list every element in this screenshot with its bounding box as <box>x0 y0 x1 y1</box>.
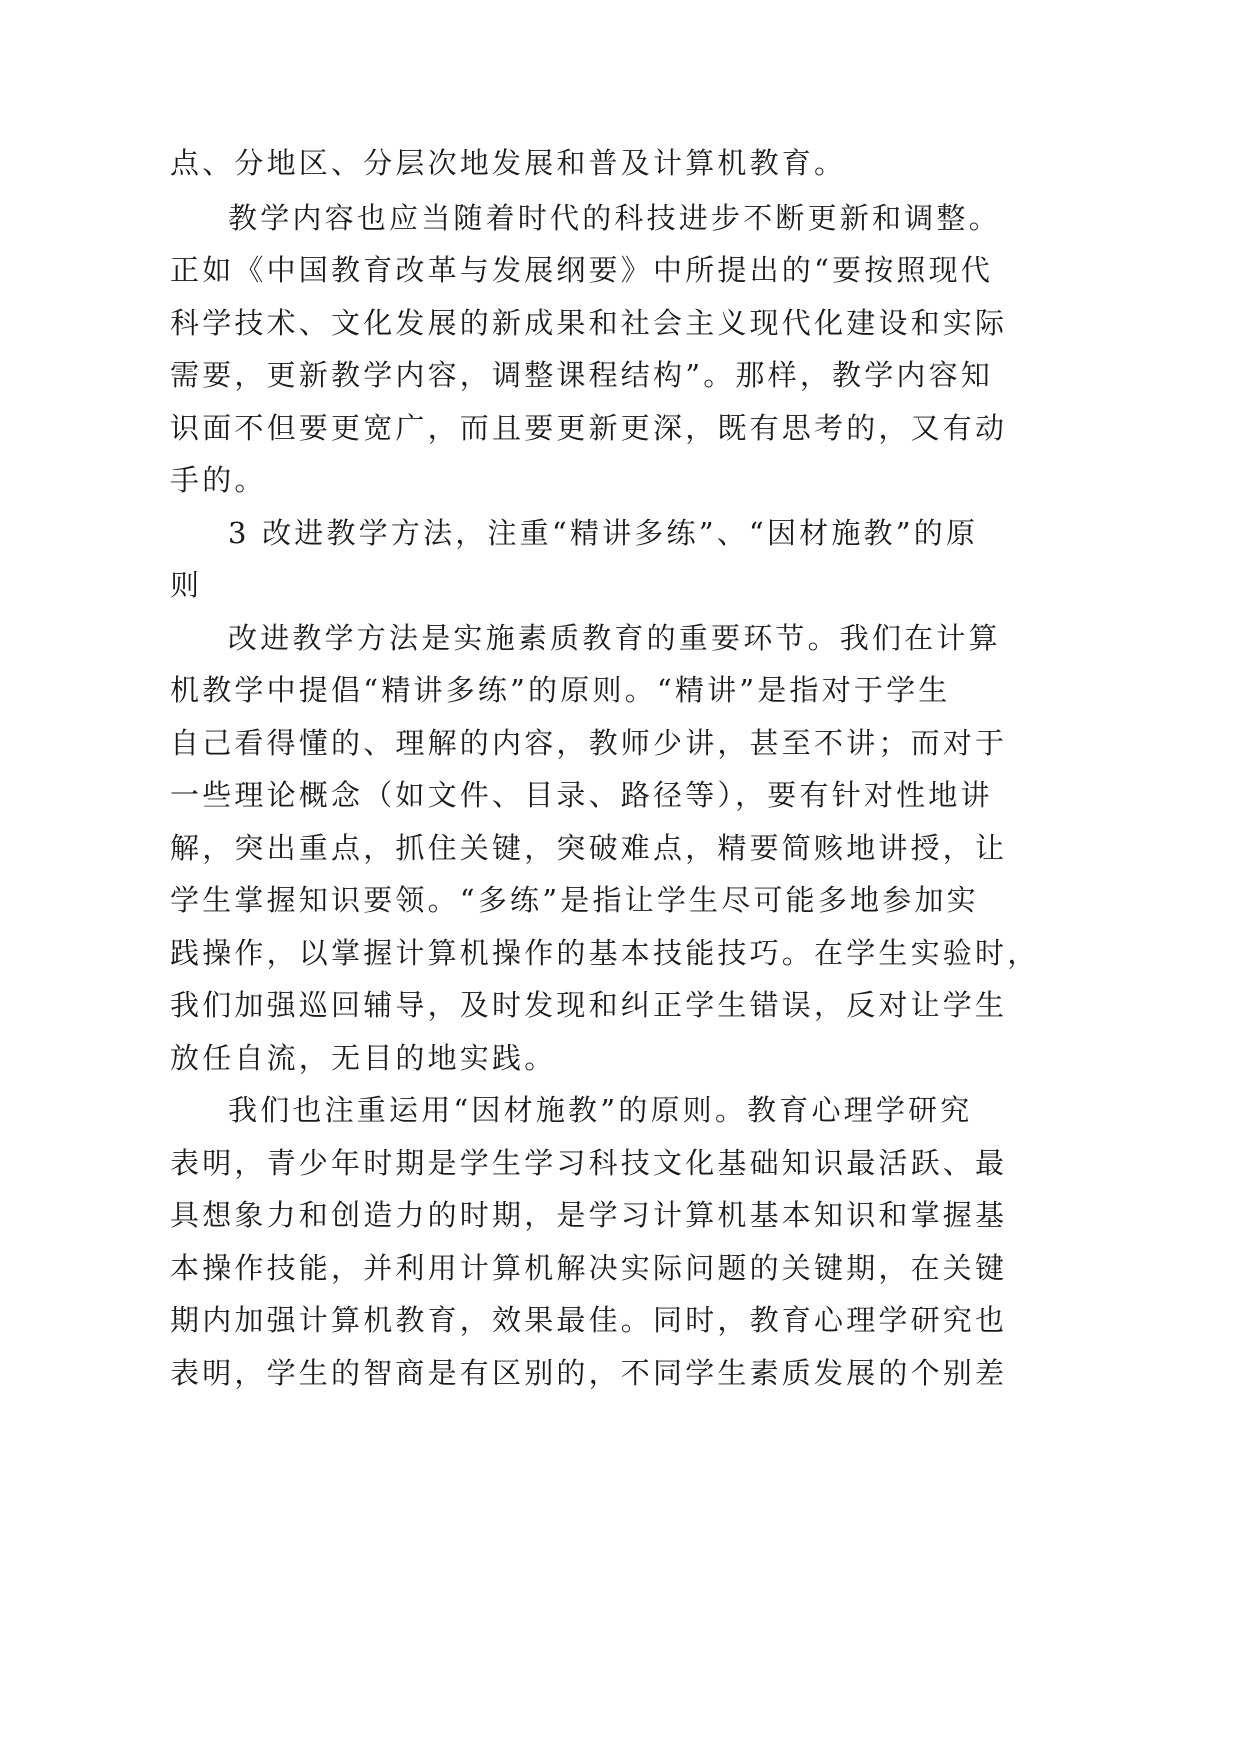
text-line: 正如《中国教育改革与发展纲要》中所提出的“要按照现代 <box>170 253 994 287</box>
section-heading-continued: 则 <box>170 568 203 602</box>
text-line: 手的。 <box>170 463 267 497</box>
text-line: 本操作技能，并利用计算机解决实际问题的关键期，在关键 <box>170 1251 1008 1285</box>
text-line: 放任自流，无目的地实践。 <box>170 1041 557 1075</box>
text-line: 科学技术、文化发展的新成果和社会主义现代化建设和实际 <box>170 306 1008 340</box>
text-line: 我们加强巡回辅导，及时发现和纠正学生错误，反对让学生 <box>170 988 1008 1022</box>
paragraph-first-line: 我们也注重运用“因材施教”的原则。教育心理学研究 <box>228 1093 973 1127</box>
text-line: 表明，青少年时期是学生学习科技文化基础知识最活跃、最 <box>170 1146 1008 1180</box>
text-line: 表明，学生的智商是有区别的，不同学生素质发展的个别差 <box>170 1356 1008 1390</box>
text-line: 点、分地区、分层次地发展和普及计算机教育。 <box>170 146 847 180</box>
text-line: 解，突出重点，抓住关键，突破难点，精要简赅地讲授，让 <box>170 831 1008 865</box>
text-line: 自己看得懂的、理解的内容，教师少讲，甚至不讲；而对于 <box>170 726 1008 760</box>
text-line: 具想象力和创造力的时期，是学习计算机基本知识和掌握基 <box>170 1198 1008 1232</box>
text-line: 一些理论概念（如文件、目录、路径等），要有针对性地讲 <box>170 778 993 812</box>
section-heading: 3 改进教学方法，注重“精讲多练”、“因材施教”的原 <box>228 516 979 550</box>
paragraph-first-line: 改进教学方法是实施素质教育的重要环节。我们在计算 <box>228 621 1001 655</box>
text-line: 需要，更新教学内容，调整课程结构”。那样，教学内容知 <box>170 358 994 392</box>
text-line: 识面不但要更宽广，而且要更新更深，既有思考的，又有动 <box>170 411 1008 445</box>
text-line: 机教学中提倡“精讲多练”的原则。“精讲”是指对于学生 <box>170 673 951 707</box>
text-line: 学生掌握知识要领。“多练”是指让学生尽可能多地参加实 <box>170 883 979 917</box>
text-line: 期内加强计算机教育，效果最佳。同时，教育心理学研究也 <box>170 1303 1008 1337</box>
text-line: 践操作，以掌握计算机操作的基本技能技巧。在学生实验时， <box>170 936 1040 970</box>
paragraph-first-line: 教学内容也应当随着时代的科技进步不断更新和调整。 <box>228 201 1001 235</box>
